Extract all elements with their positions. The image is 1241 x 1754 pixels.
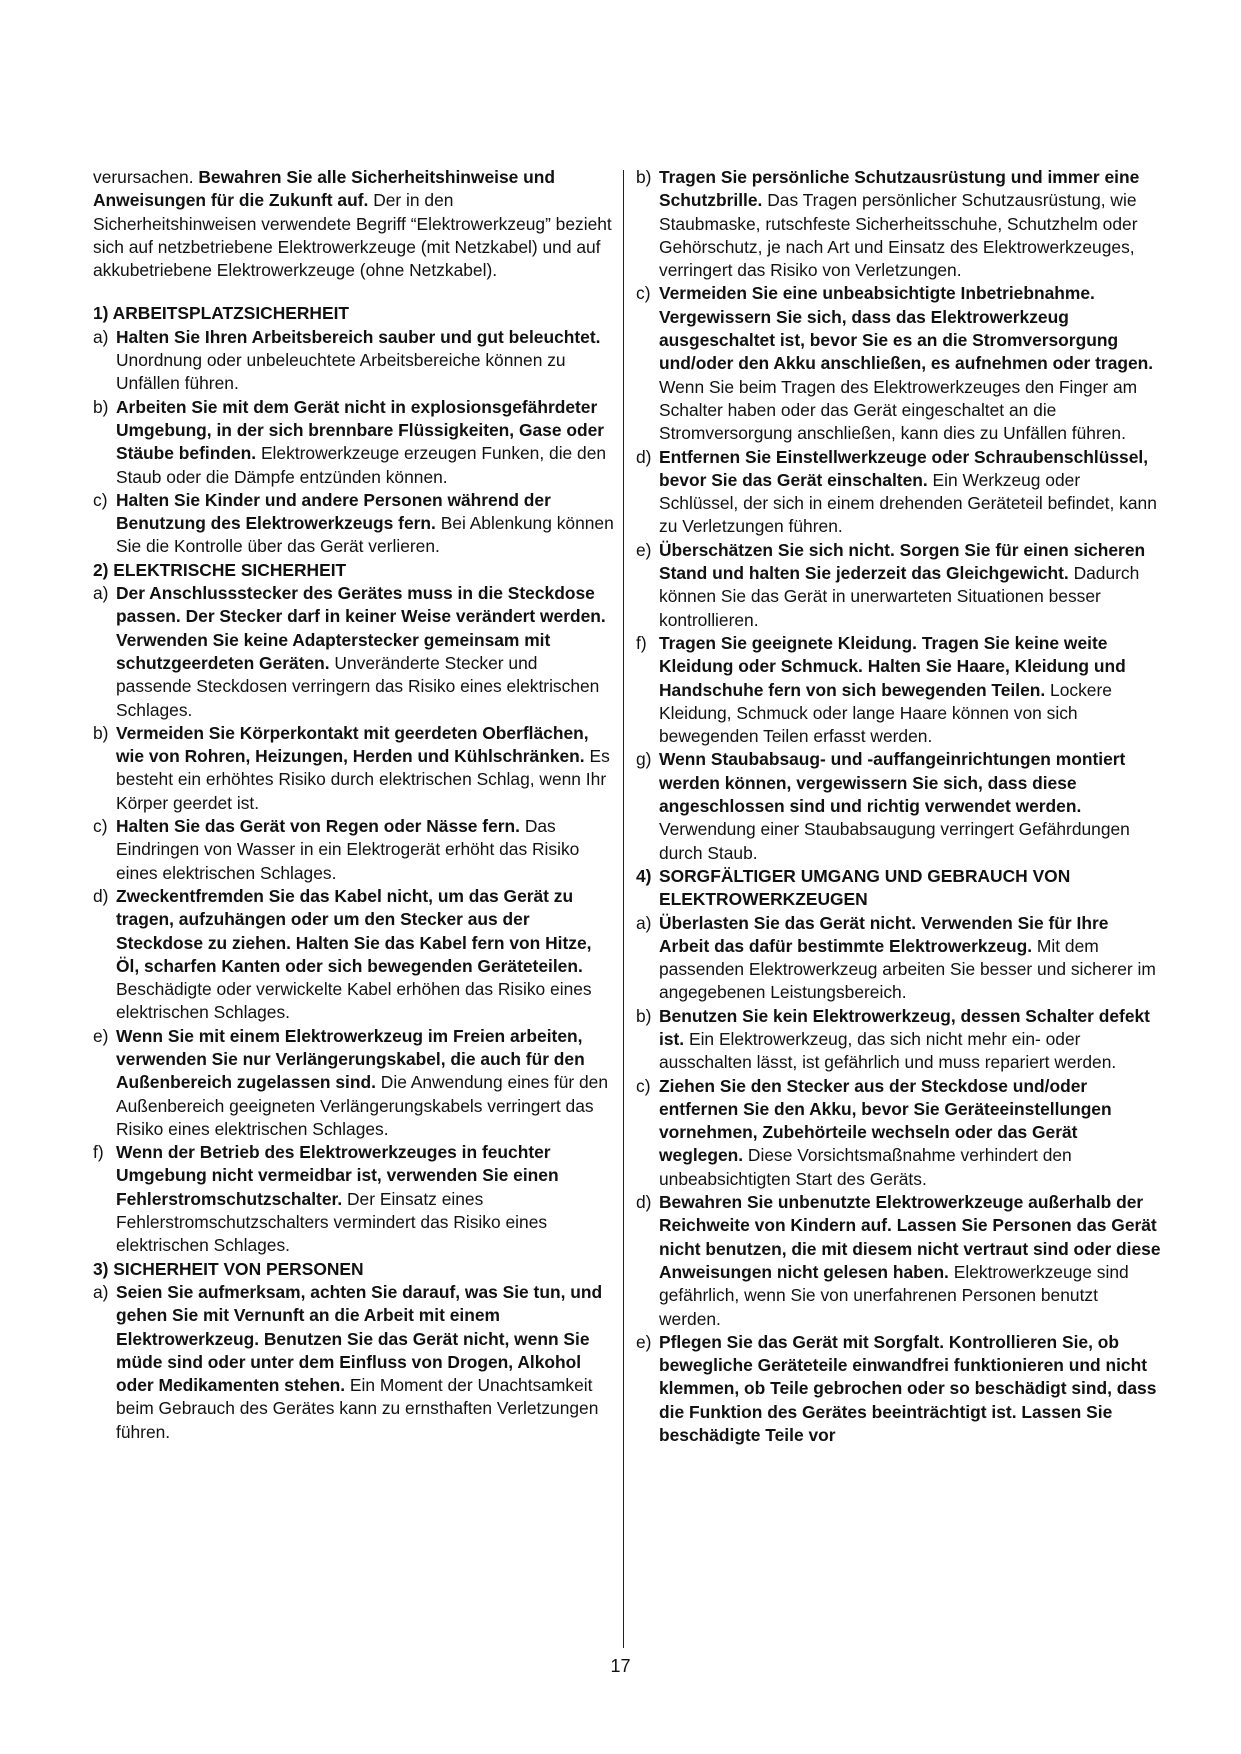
item-text: Unordnung oder unbeleuchtete Arbeitsbereiche können zu Unfällen führen. xyxy=(116,350,566,394)
section-4-list xyxy=(636,912,1161,1448)
item-label: e) xyxy=(93,1025,109,1046)
column-divider xyxy=(623,170,624,1648)
item-bold-text: Arbeiten Sie mit dem Gerät nicht in explosionsgefährdeter Umgebung, in der sich brennbare Flüssigkeiten, Gase oder Stäube befinden. xyxy=(116,396,605,464)
page-number: 17 xyxy=(610,1656,631,1676)
list-item xyxy=(93,396,615,489)
item-text: Lockere Kleidung, Schmuck oder lange Haare können von sich bewegenden Teilen erfasst werden. xyxy=(659,679,1112,747)
item-bold-text: Wenn Staubabsaug- und -auffangeinrichtungen montiert werden können, vergewissern Sie sich, dass diese angeschlossen sind und richtig verwendet werden. xyxy=(659,749,1126,817)
item-body xyxy=(659,446,1161,539)
item-text: Wenn Sie beim Tragen des Elektrowerkzeuges den Finger am Schalter haben oder das Gerät eingeschaltet an die Stromversorgung anschließen, kann dies zu Unfällen führen. xyxy=(659,376,1138,444)
item-bold-text: Pflegen Sie das Gerät mit Sorgfalt. Kontrollieren Sie, ob bewegliche Geräteteile einwandfrei funktionieren und nicht klemmen, ob Teile gebrochen oder so beschädigt sind, dass die Funktion des Gerätes beeinträchtigt ist. Lassen Sie beschädigte Teile vor xyxy=(659,1331,1157,1446)
intro-text-start: verursachen. xyxy=(93,167,199,187)
item-body xyxy=(659,166,1161,282)
item-body xyxy=(659,912,1161,1005)
item-body xyxy=(659,539,1161,632)
item-label: g) xyxy=(636,749,652,770)
item-body xyxy=(116,722,615,815)
right-column xyxy=(636,166,1161,1447)
item-bold-text: Halten Sie Ihren Arbeitsbereich sauber und gut beleuchtet. xyxy=(116,326,601,347)
item-label: c) xyxy=(636,1075,651,1096)
item-body xyxy=(116,885,615,1025)
item-label: c) xyxy=(93,816,108,837)
item-body xyxy=(659,1191,1161,1331)
item-body xyxy=(659,632,1161,748)
list-item xyxy=(93,582,615,722)
section-1-list xyxy=(93,326,615,559)
list-item xyxy=(636,632,1161,748)
item-bold-text: Halten Sie Kinder und andere Personen während der Benutzung des Elektrowerkzeugs fern. xyxy=(116,489,551,534)
item-bold-text: Wenn der Betrieb des Elektrowerkzeuges in feuchter Umgebung nicht vermeidbar ist, verwenden Sie einen Fehlerstromschutzschalter. xyxy=(116,1142,559,1209)
item-text: Das Tragen persönlicher Schutzausrüstung, wie Staubmaske, rutschfeste Sicherheitsschuhe, Schutzhelm oder Gehörschutz, je nach Art und Einsatz des Elektrowerkzeuges, verringert das Risiko von Verletzungen. xyxy=(659,190,1138,281)
item-text: Verwendung einer Staubabsaugung verringert Gefährdungen durch Staub. xyxy=(659,819,1130,863)
list-item xyxy=(93,885,615,1025)
item-text: Es besteht ein erhöhtes Risiko durch elektrischen Schlag, wenn Ihr Körper geerdet ist. xyxy=(116,746,610,813)
item-text: Unveränderte Stecker und passende Steckdosen verringern das Risiko eines elektrischen Schlages. xyxy=(116,652,600,720)
section-2-list xyxy=(93,582,615,1258)
list-item xyxy=(636,166,1161,282)
intro-text-end: Der in den Sicherheitshinweisen verwendete Begriff “Elektrowerkzeug” bezieht sich auf netzbetriebene Elektrowerkzeuge (mit Netzkabel) und auf akkubetriebene Elektrowerkzeuge (ohne Netzkabel). xyxy=(93,190,612,281)
item-bold-text: Entfernen Sie Einstellwerkzeuge oder Schraubenschlüssel, bevor Sie das Gerät einschalten. xyxy=(659,446,1149,490)
list-item xyxy=(93,1281,615,1444)
item-label: d) xyxy=(93,885,109,906)
item-label: a) xyxy=(93,583,109,604)
item-body xyxy=(116,326,615,396)
list-item xyxy=(636,1191,1161,1331)
item-label: f) xyxy=(636,632,647,653)
item-text: Elektrowerkzeuge erzeugen Funken, die den Staub oder die Dämpfe entzünden können. xyxy=(116,443,607,487)
item-text: Ein Elektrowerkzeug, das sich nicht mehr ein- oder ausschalten lässt, ist gefährlich und muss repariert werden. xyxy=(659,1028,1117,1073)
item-bold-text: Der Anschlussstecker des Gerätes muss in die Steckdose passen. Der Stecker darf in keiner Weise verändert werden. Verwenden Sie keine Adapterstecker gemeinsam mit schutzgeerdeten Geräten. xyxy=(116,583,606,673)
item-text: Ein Moment der Unachtsamkeit beim Gebrauch des Gerätes kann zu ernsthaften Verletzungen führen. xyxy=(116,1375,599,1442)
list-item xyxy=(93,326,615,396)
item-text: Diese Vorsichtsmaßnahme verhindert den unbeabsichtigten Start des Geräts. xyxy=(659,1145,1072,1189)
item-bold-text: Wenn Sie mit einem Elektrowerkzeug im Freien arbeiten, verwenden Sie nur Verlängerungskabel, die auch für den Außenbereich zugelassen sind. xyxy=(116,1025,585,1093)
item-body xyxy=(659,1331,1161,1447)
item-label: b) xyxy=(636,1005,652,1026)
item-label: e) xyxy=(636,1331,652,1352)
item-text: Beschädigte oder verwickelte Kabel erhöhen das Risiko eines elektrischen Schlages. xyxy=(116,979,592,1023)
item-body xyxy=(659,748,1161,864)
item-label: d) xyxy=(636,1192,652,1213)
item-bold-text: Vermeiden Sie eine unbeabsichtigte Inbetriebnahme. Vergewissern Sie sich, dass das Elektrowerkzeug ausgeschaltet ist, bevor Sie es an die Stromversorgung und/oder den Akku anschließen, es aufnehmen oder tragen. xyxy=(659,283,1154,374)
item-bold-text: Seien Sie aufmerksam, achten Sie darauf, was Sie tun, und gehen Sie mit Vernunft an die Arbeit mit einem Elektrowerkzeug. Benutzen Sie das Gerät nicht, wenn Sie müde sind oder unter dem Einfluss von Drogen, Alkohol oder Medikamenten stehen. xyxy=(116,1281,603,1396)
list-item xyxy=(93,489,615,559)
item-body xyxy=(116,1141,615,1257)
item-bold-text: Zweckentfremden Sie das Kabel nicht, um das Gerät zu tragen, aufzuhängen oder um den Stecker aus der Steckdose zu ziehen. Halten Sie das Kabel fern von Hitze, Öl, scharfen Kanten oder sich bewegenden Geräteteilen. xyxy=(116,885,592,976)
section-2-heading: 2) ELEKTRISCHE SICHERHEIT xyxy=(93,559,347,580)
item-body xyxy=(116,396,615,489)
left-column xyxy=(93,166,615,1444)
item-text: Das Eindringen von Wasser in ein Elektrogerät erhöht das Risiko eines elektrischen Schlages. xyxy=(116,816,580,883)
list-item xyxy=(93,815,615,885)
item-label: b) xyxy=(93,722,109,743)
item-body xyxy=(116,489,615,559)
item-bold-text: Benutzen Sie kein Elektrowerkzeug, dessen Schalter defekt ist. xyxy=(659,1005,1150,1049)
item-body xyxy=(116,815,615,885)
section-1-heading: 1) ARBEITSPLATZSICHERHEIT xyxy=(93,303,350,324)
list-item xyxy=(636,1075,1161,1191)
item-bold-text: Überschätzen Sie sich nicht. Sorgen Sie für einen sicheren Stand und halten Sie jederzeit das Gleichgewicht. xyxy=(659,539,1146,584)
item-body xyxy=(116,1281,615,1444)
item-label: a) xyxy=(93,326,109,347)
item-text: Ein Werkzeug oder Schlüssel, der sich in einem drehenden Geräteteil befindet, kann zu Verletzungen führen. xyxy=(659,469,1157,537)
section-4-heading xyxy=(636,865,1161,912)
list-item xyxy=(93,1025,615,1141)
item-text: Bei Ablenkung können Sie die Kontrolle über das Gerät verlieren. xyxy=(116,513,614,557)
section-4-title: SORGFÄLTIGER UMGANG UND GEBRAUCH VON ELEKTROWERKZEUGEN xyxy=(659,865,1071,910)
item-bold-text: Tragen Sie geeignete Kleidung. Tragen Sie keine weite Kleidung oder Schmuck. Halten Sie Haare, Kleidung und Handschuhe fern von sich bewegenden Teilen. xyxy=(659,632,1126,700)
list-item xyxy=(636,1331,1161,1447)
item-label: d) xyxy=(636,446,652,467)
item-text: Die Anwendung eines für den Außenbereich geeigneten Verlängerungskabels verringert das Risiko eines elektrischen Schlages. xyxy=(116,1072,609,1139)
item-body xyxy=(116,582,615,722)
item-label: c) xyxy=(93,489,108,510)
item-label: c) xyxy=(636,283,651,304)
item-body xyxy=(659,282,1161,445)
item-label: b) xyxy=(93,396,109,417)
item-text: Der Einsatz eines Fehlerstromschutzschalters vermindert das Risiko eines elektrischen Schlages. xyxy=(116,1188,548,1256)
list-item xyxy=(636,1005,1161,1075)
intro-paragraph xyxy=(93,166,615,282)
item-body xyxy=(116,1025,615,1141)
item-label: b) xyxy=(636,167,652,187)
item-bold-text: Überlasten Sie das Gerät nicht. Verwenden Sie für Ihre Arbeit das dafür bestimmte Elektrowerkzeug. xyxy=(659,912,1109,956)
item-bold-text: Bewahren Sie unbenutzte Elektrowerkzeuge außerhalb der Reichweite von Kindern auf. Lassen Sie Personen das Gerät nicht benutzen, die mit diesem nicht vertraut sind oder diese Anweisungen nicht gelesen haben. xyxy=(659,1192,1161,1282)
item-bold-text: Halten Sie das Gerät von Regen oder Nässe fern. xyxy=(116,816,520,837)
item-bold-text: Vermeiden Sie Körperkontakt mit geerdeten Oberflächen, wie von Rohren, Heizungen, Herden und Kühlschränken. xyxy=(116,722,589,767)
section-3-heading: 3) SICHERHEIT VON PERSONEN xyxy=(93,1258,364,1279)
list-item xyxy=(636,446,1161,539)
item-label: e) xyxy=(636,539,652,560)
section-4-number: 4) xyxy=(636,865,652,886)
list-item xyxy=(636,748,1161,864)
item-label: a) xyxy=(93,1281,109,1302)
item-text: Elektrowerkzeuge sind gefährlich, wenn Sie von unerfahrenen Personen benutzt werden. xyxy=(659,1261,1129,1329)
list-item xyxy=(636,539,1161,632)
list-item xyxy=(93,1141,615,1257)
item-text: Mit dem passenden Elektrowerkzeug arbeiten Sie besser und sicherer im angegebenen Leistungsbereich. xyxy=(659,935,1156,1003)
section-3-continued-list xyxy=(636,166,1161,865)
intro-bold: Bewahren Sie alle Sicherheitshinweise und Anweisungen für die Zukunft auf. xyxy=(93,167,556,211)
item-label: f) xyxy=(93,1142,104,1163)
item-body xyxy=(659,1075,1161,1191)
list-item xyxy=(93,722,615,815)
list-item xyxy=(636,912,1161,1005)
item-bold-text: Tragen Sie persönliche Schutzausrüstung und immer eine Schutzbrille. xyxy=(659,167,1140,211)
item-bold-text: Ziehen Sie den Stecker aus der Steckdose und/oder entfernen Sie den Akku, bevor Sie Geräteeinstellungen vornehmen, Zubehörteile wechseln oder das Gerät weglegen. xyxy=(659,1075,1112,1166)
item-label: a) xyxy=(636,912,652,933)
item-text: Dadurch können Sie das Gerät in unerwarteten Situationen besser kontrollieren. xyxy=(659,563,1140,630)
list-item xyxy=(636,282,1161,445)
section-3-list xyxy=(93,1281,615,1444)
item-body xyxy=(659,1005,1161,1075)
